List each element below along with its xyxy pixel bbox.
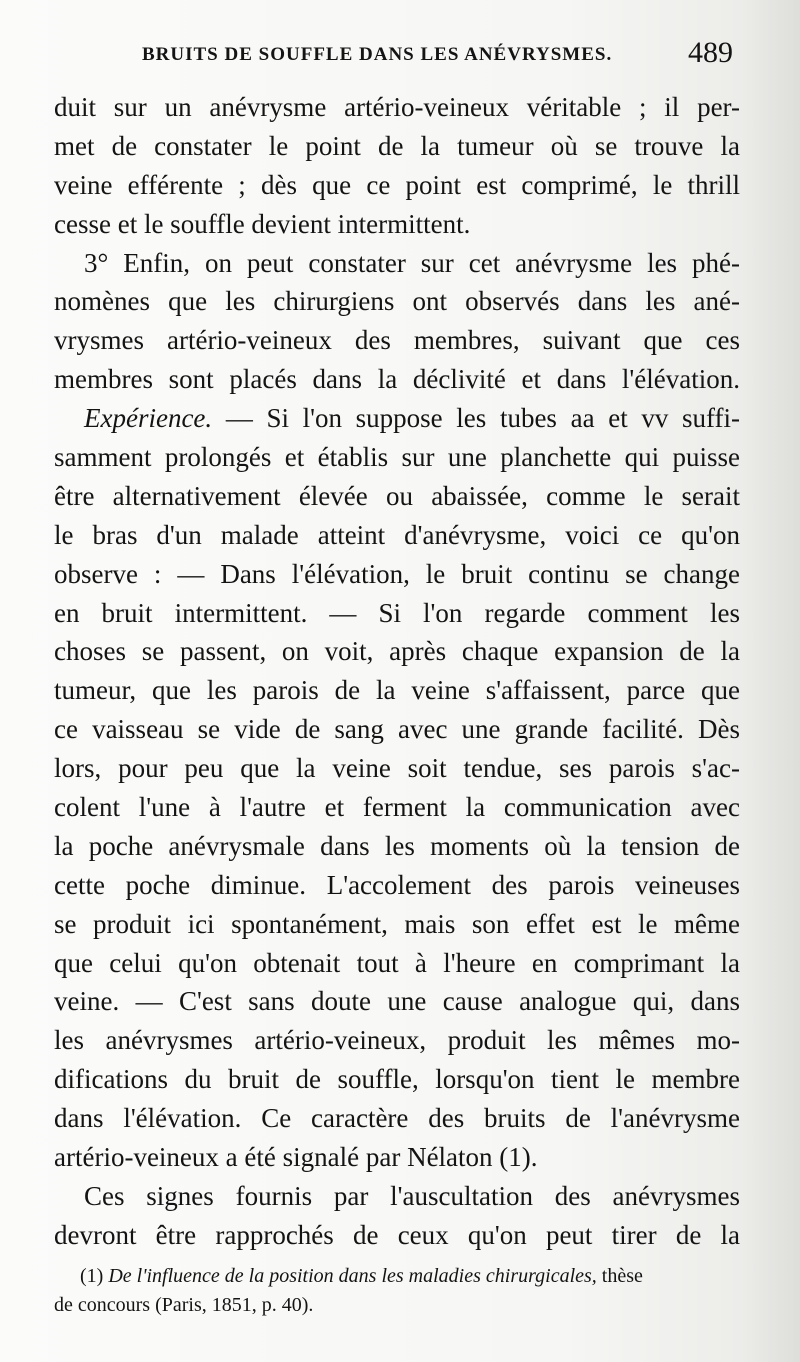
text-line: la poche anévrysmale dans les moments où la tension de [54,830,740,861]
text-line: choses se passent, on voit, après chaque expansion de la [54,636,740,667]
footnote-marker: (1) [80,1265,104,1287]
text-line: 3° Enfin, on peut constater sur cet anévrysme les phé- [84,247,740,278]
text-line: Ces signes fournis par l'auscultation des anévrysmes [84,1180,740,1211]
text-line: que celui qu'on obtenait tout à l'heure en comprimant la [54,947,740,978]
page-number: 489 [688,36,733,69]
text-line: Expérience. — Si l'on suppose les tubes aa et vv suffi- [84,403,740,434]
running-head: BRUITS DE SOUFFLE DANS LES ANÉVRYSMES. [142,44,613,65]
text-line: difications du bruit de souffle, lorsqu'on tient le membre [54,1064,740,1095]
text-line: tumeur, que les parois de la veine s'affaissent, parce que [54,675,740,706]
text-line: les anévrysmes artério-veineux, produit les mêmes mo- [54,1025,740,1056]
text-line: cesse et le souffle devient intermittent. [54,208,471,239]
text-line: ce vaisseau se vide de sang avec une grande facilité. Dès [54,714,740,745]
text-line: cette poche diminue. L'accolement des parois veineuses [54,869,740,900]
page-edge-shadow [740,0,800,1362]
footnote-line [54,1262,754,1291]
text-line: colent l'une à l'autre et ferment la communication avec [54,792,740,823]
footnote [54,1262,754,1320]
text-line: nomènes que les chirurgiens ont observés dans les ané- [54,286,740,317]
body-text [54,88,740,1255]
italic-term: Expérience. [84,403,213,434]
text-line: observe : — Dans l'élévation, le bruit continu se change [54,558,740,589]
text-line: dans l'élévation. Ce caractère des bruits de l'anévrysme [54,1103,740,1134]
text-line: se produit ici spontanément, mais son effet est le même [54,908,740,939]
text-line: artério-veineux a été signalé par Nélaton (1). [54,1142,538,1173]
text-line: lors, pour peu que la veine soit tendue, ses parois s'ac- [54,753,740,784]
footnote-rest: thèse [601,1265,643,1287]
footnote-title: De l'influence de la position dans les maladies chirurgicales, [108,1265,597,1287]
text-line: être alternativement élevée ou abaissée, comme le serait [54,480,740,511]
text-line: duit sur un anévrysme artério-veineux véritable ; il per- [54,92,740,122]
text-line: veine efférente ; dès que ce point est comprimé, le thrill [54,169,740,200]
text-line: vrysmes artério-veineux des membres, suivant que ces [54,325,740,356]
text-line: le bras d'un malade atteint d'anévrysme, voici ce qu'on [54,519,740,550]
footnote-line: de concours (Paris, 1851, p. 40). [54,1294,314,1316]
text-line: met de constater le point de la tumeur où se trouve la [54,130,740,161]
page-header [0,36,800,86]
text-line: devront être rapprochés de ceux qu'on peut tirer de la [54,1219,740,1250]
text-line: veine. — C'est sans doute une cause analogue qui, dans [54,986,740,1017]
text-line: membres sont placés dans la déclivité et dans l'élévation. [54,364,740,395]
text-line: en bruit intermittent. — Si l'on regarde comment les [54,597,740,628]
text-line: samment prolongés et établis sur une planchette qui puisse [54,442,740,473]
